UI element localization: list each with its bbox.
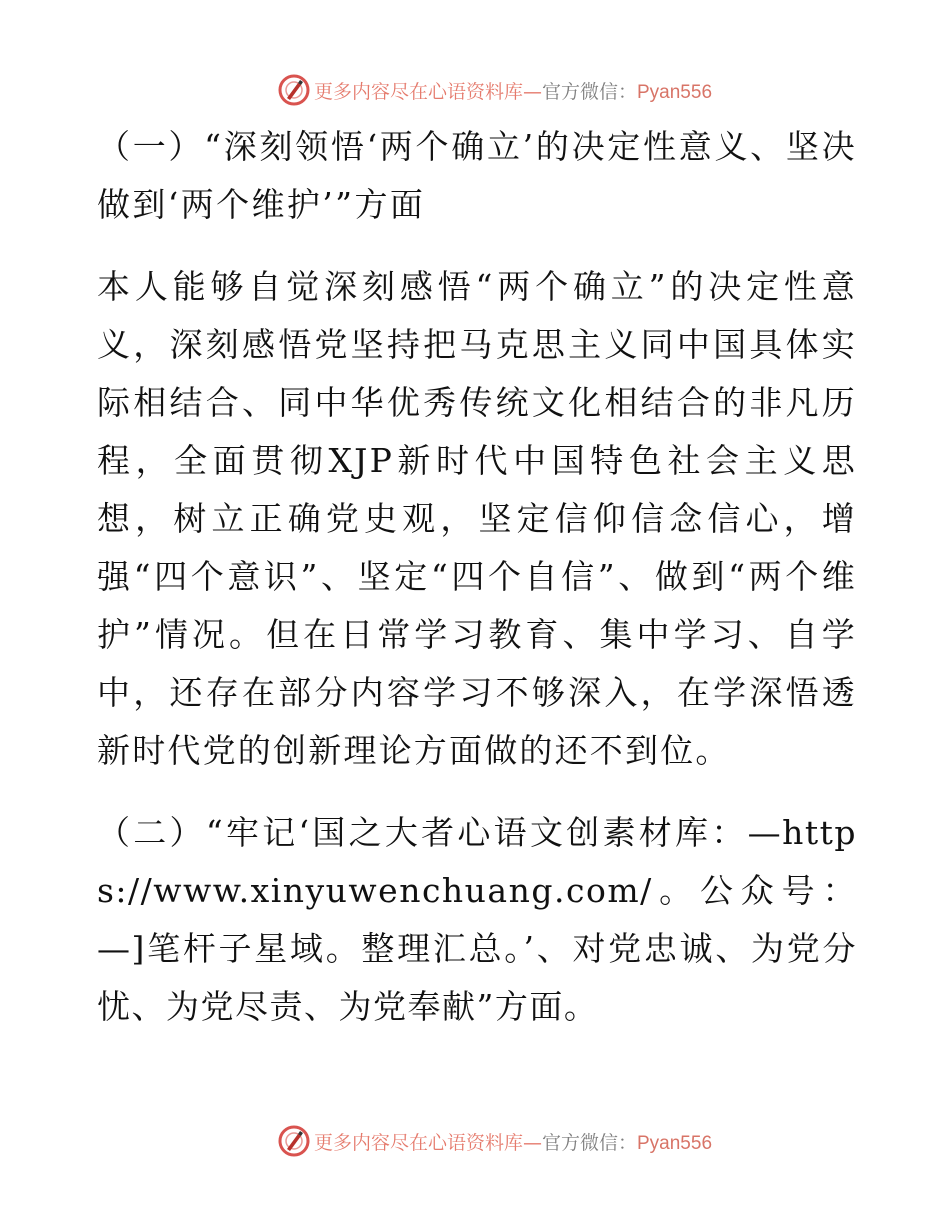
banner-wechat-label: 官方微信： (541, 80, 637, 103)
brush-logo-icon (278, 1125, 310, 1157)
section-paragraph-1: 本人能够自觉深刻感悟“两个确立”的决定性意义，深刻感悟党坚持把马克思主义同中国具体实际相结合、同中华优秀传统文化相结合的非凡历程，全面贯彻XJP新时代中国特色社会主义思想，树立正确党史观，坚定信仰信念信心，增强“四个意识”、坚定“四个自信”、做到“两个维护”情况。但在日常学习教育、集中学习、自学中，还存在部分内容学习不够深入，在学深悟透新时代党的创新理论方面做的还不到位。 (97, 267, 857, 770)
section-heading-2: （二）“牢记‘国之大者心语文创素材库：—https://www.xinyuwenchuang.com/。公众号：—]笔杆子星域。整理汇总。’、对党忠诚、为党分忧、为党尽责、为党奉献”方面。 (97, 813, 857, 1026)
section-heading-1: （一）“深刻领悟‘两个确立’的决定性意义、坚决做到‘两个维护’”方面 (97, 127, 857, 224)
header-banner-text (314, 77, 712, 104)
banner-main-text: 更多内容尽在心语资料库— (313, 1131, 542, 1154)
brush-logo-icon (278, 74, 310, 106)
document-body (97, 118, 857, 1036)
header-banner-content (278, 74, 712, 106)
footer-banner-text (314, 1128, 712, 1155)
banner-wechat-label: 官方微信： (541, 1131, 637, 1154)
banner-wechat-id: Pyan556 (637, 81, 713, 103)
header-banner (0, 70, 950, 110)
footer-banner-content (278, 1125, 712, 1157)
banner-wechat-id: Pyan556 (637, 1132, 713, 1154)
banner-main-text: 更多内容尽在心语资料库— (313, 80, 542, 103)
footer-banner (0, 1121, 950, 1161)
